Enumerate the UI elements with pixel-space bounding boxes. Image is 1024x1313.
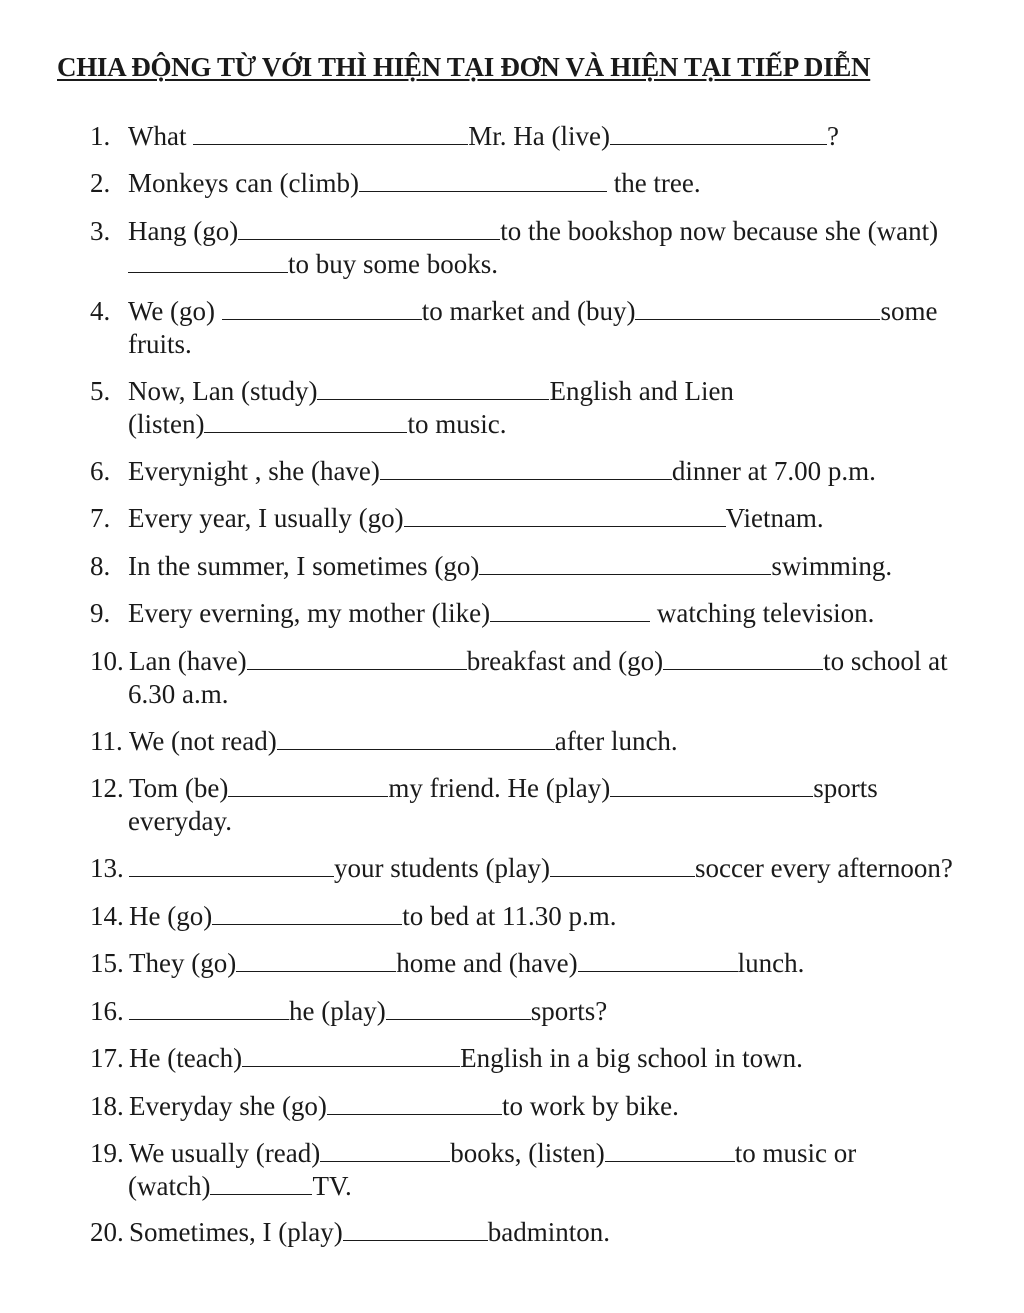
item-text: Tom (be) [129,773,229,803]
item-number: 1. [90,121,111,151]
item-text: Lan (have) [129,646,247,676]
exercise-item-20 [90,1216,995,1249]
item-text: to music or [734,1138,857,1168]
answer-blank[interactable] [193,122,468,145]
item-text: to market and (buy) [421,296,636,326]
item-text: sports? [530,996,608,1026]
answer-blank[interactable] [610,122,827,145]
item-text: swimming. [771,551,893,581]
item-text: dinner at 7.00 p.m. [671,456,876,486]
exercise-item-14 [90,900,995,933]
item-number: 2. [90,168,111,198]
item-number: 3. [90,216,111,246]
item-text: Mr. Ha (live) [468,121,610,151]
item-text: sports [813,773,878,803]
item-text: English in a big school in town. [460,1043,803,1073]
item-number: 6. [90,456,111,486]
answer-blank[interactable] [479,552,771,575]
answer-blank[interactable] [210,1172,312,1195]
item-number: 10. [90,646,124,676]
exercise-item-16 [90,995,995,1028]
answer-blank[interactable] [490,599,650,622]
exercise-item-3 [90,215,995,281]
exercise-item-12 [90,772,995,838]
item-number: 13. [90,853,124,883]
item-text: ? [826,121,839,151]
answer-blank[interactable] [247,647,467,670]
item-text: They (go) [129,948,237,978]
answer-blank[interactable] [277,727,555,750]
exercise-item-9 [90,597,995,630]
item-text: watching television. [650,598,875,628]
item-text: to buy some books. [288,249,499,279]
answer-blank[interactable] [317,377,549,400]
item-text: some [880,296,938,326]
item-text: (listen) [128,409,205,439]
exercise-item-6 [90,455,995,488]
item-number: 18. [90,1091,124,1121]
item-text: We (go) [128,296,222,326]
item-number: 16. [90,996,124,1026]
item-text: (watch) [128,1171,211,1201]
item-number: 11. [90,726,123,756]
answer-blank[interactable] [663,647,823,670]
exercise-item-7 [90,502,995,535]
item-text: home and (have) [396,948,578,978]
answer-blank[interactable] [359,169,607,192]
item-text: Every everning, my mother (like) [128,598,491,628]
item-number: 7. [90,503,111,533]
exercise-item-10 [90,645,995,711]
answer-blank[interactable] [242,1044,460,1067]
item-text: English and Lien [549,376,734,406]
item-text: your students (play) [334,853,550,883]
item-number: 12. [90,773,124,803]
item-number: 4. [90,296,111,326]
item-text: Hang (go) [128,216,239,246]
answer-blank[interactable] [228,774,388,797]
answer-blank[interactable] [578,949,738,972]
item-text: after lunch. [554,726,678,756]
answer-blank[interactable] [320,1139,450,1162]
item-text: to bed at 11.30 p.m. [402,901,617,931]
item-number: 14. [90,901,124,931]
item-text: to music. [407,409,507,439]
answer-blank[interactable] [380,457,672,480]
item-text: 6.30 a.m. [128,679,229,709]
item-number: 19. [90,1138,124,1168]
item-text: to work by bike. [501,1091,679,1121]
item-text: Now, Lan (study) [128,376,318,406]
item-text: breakfast and (go) [466,646,664,676]
item-text: Everynight , she (have) [128,456,380,486]
item-text: lunch. [737,948,805,978]
item-text: We (not read) [129,726,277,756]
item-text: the tree. [606,168,701,198]
item-text: Every year, I usually (go) [128,503,404,533]
exercise-item-4 [90,295,995,361]
item-text: to school at [823,646,948,676]
item-text: soccer every afternoon? [694,853,953,883]
exercise-item-11 [90,725,995,758]
item-number: 5. [90,376,111,406]
item-text: What [128,121,194,151]
answer-blank[interactable] [236,949,396,972]
page-title: CHIA ĐỘNG TỪ VỚI THÌ HIỆN TẠI ĐƠN VÀ HIỆN TẠI TIẾP DIỄN [57,52,871,82]
exercise-item-15 [90,947,995,980]
item-text: We usually (read) [129,1138,321,1168]
answer-blank[interactable] [128,250,288,273]
answer-blank[interactable] [610,774,813,797]
item-text: He (teach) [129,1043,243,1073]
answer-blank[interactable] [222,297,422,320]
item-text: Sometimes, I (play) [129,1217,343,1247]
answer-blank[interactable] [605,1139,735,1162]
item-text: fruits. [128,329,192,359]
item-text: everyday. [128,806,232,836]
item-text: Vietnam. [725,503,824,533]
exercise-item-2 [90,167,995,200]
item-text: to the bookshop now because she (want) [500,216,939,246]
answer-blank[interactable] [550,854,695,877]
item-text: In the summer, I sometimes (go) [128,551,480,581]
answer-blank[interactable] [129,854,334,877]
item-number: 8. [90,551,111,581]
item-number: 9. [90,598,111,628]
item-text: He (go) [129,901,213,931]
answer-blank[interactable] [327,1092,502,1115]
item-text: my friend. He (play) [388,773,611,803]
item-text: badminton. [487,1217,610,1247]
exercise-item-17 [90,1042,995,1075]
exercise-item-18 [90,1090,995,1123]
exercise-item-19 [90,1137,995,1203]
answer-blank[interactable] [129,997,289,1020]
exercise-item-13 [90,852,995,885]
answer-blank[interactable] [212,902,402,925]
item-text: Monkeys can (climb) [128,168,359,198]
answer-blank[interactable] [386,997,531,1020]
item-number: 20. [90,1217,124,1247]
exercise-item-5 [90,375,995,441]
item-number: 17. [90,1043,124,1073]
item-text: Everyday she (go) [129,1091,327,1121]
answer-blank[interactable] [238,217,500,240]
answer-blank[interactable] [343,1218,488,1241]
answer-blank[interactable] [404,504,726,527]
item-text: he (play) [289,996,386,1026]
answer-blank[interactable] [204,410,407,433]
item-text: TV. [312,1171,352,1201]
exercise-item-8 [90,550,995,583]
item-number: 15. [90,948,124,978]
answer-blank[interactable] [635,297,880,320]
exercise-item-1 [90,120,995,153]
item-text: books, (listen) [450,1138,605,1168]
